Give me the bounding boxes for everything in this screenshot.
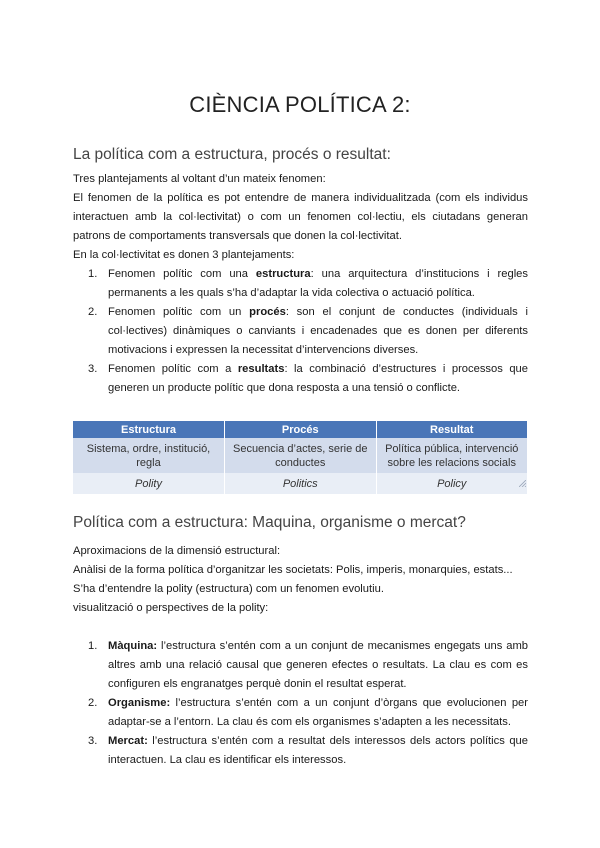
- bold-term: resultats: [237, 363, 285, 375]
- section2-line: visualització o perspectives de la polity:: [73, 602, 269, 614]
- section1-heading: La política com a estructura, procés o resultat:: [73, 146, 391, 163]
- comparison-table: [73, 421, 528, 494]
- page-title: CIÈNCIA POLÍTICA 2:: [189, 92, 411, 117]
- list-item: 3. Mercat: l’estructura s’entén com a resultat dels interessos dels actors polítics que interactuen. La clau es identificar els interessos.: [88, 732, 528, 770]
- bold-term: estructura: [255, 268, 311, 280]
- list-number: 1.: [88, 268, 98, 280]
- bold-term: Mercat:: [108, 735, 148, 747]
- table-header: Resultat: [376, 421, 528, 438]
- section1-intro: Tres plantejaments al voltant d’un mateix fenomen:: [73, 173, 326, 185]
- section2-heading: Política com a estructura: Maquina, organisme o mercat?: [73, 514, 466, 531]
- table-cell: Politics: [225, 473, 377, 494]
- list-item: 1. Fenomen polític com una estructura: una arquitectura d’institucions i regles permanents a les quals s’ha d’adaptar la vida colectiva o actuació política.: [88, 265, 528, 303]
- list-number: 2.: [88, 697, 98, 709]
- bold-term: Organisme:: [108, 697, 171, 709]
- table-row: [73, 438, 528, 473]
- section2-line: Aproximacions de la dimensió estructural:: [73, 545, 281, 557]
- list-number: 3.: [88, 735, 98, 747]
- table-header: Estructura: [73, 421, 225, 438]
- table-cell: Política pública, intervenció sobre les relacions socials: [376, 438, 528, 473]
- table-row: [73, 473, 528, 494]
- table-cell: Policy: [376, 473, 528, 494]
- list-item: 1. Màquina: l’estructura s’entén com a un conjunt de mecanismes engegats uns amb altres amb una relació causal que generen efectes o resultats. La clau es com es configuren els engranatges perquè donin el resultat esperat.: [88, 637, 528, 694]
- list-item: 2. Organisme: l’estructura s’entén com a un conjunt d’òrgans que evolucionen per adaptar-se a l’entorn. La clau és com els organismes s’adapten a les necessitats.: [88, 694, 528, 732]
- table-header: Procés: [225, 421, 377, 438]
- list-item: 2. Fenomen polític com un procés: son el conjunt de conductes (individuals i col·lectives) dinàmiques o canviants i encadenades que es donen per diferents motivacions i expressen la necessitat d’intervencions diverses.: [88, 303, 528, 360]
- list-item: 3. Fenomen polític com a resultats: la combinació d’estructures i processos que generen un producte polític que dona resposta a una tensió o conflicte.: [88, 360, 528, 398]
- section2-line: S’ha d’entendre la polity (estructura) com un fenomen evolutiu.: [73, 583, 384, 595]
- section1-list: [88, 265, 528, 398]
- list-number: 1.: [88, 640, 98, 652]
- section1-intro2: En la col·lectivitat es donen 3 plantejaments:: [73, 249, 295, 261]
- bold-term: Màquina:: [108, 640, 158, 652]
- list-number: 3.: [88, 363, 98, 375]
- section2-line: Anàlisi de la forma política d’organitzar les societats: Polis, imperis, monarquies, estats...: [73, 564, 513, 576]
- section1-paragraph: El fenomen de la política es pot entendre de manera individualitzada (com els individus interactuen amb la col·lectivitat) o com un fenomen col·lectiu, els ciutadans generan patrons de comportaments transversals que donen la col·lectivitat.: [73, 192, 528, 242]
- bold-term: procés: [249, 306, 286, 318]
- table-cell: Polity: [73, 473, 225, 494]
- table-cell: Sistema, ordre, institució, regla: [73, 438, 225, 473]
- table-header-row: [73, 421, 528, 438]
- list-number: 2.: [88, 306, 98, 318]
- table-cell: Secuencia d’actes, serie de conductes: [225, 438, 377, 473]
- section2-list: [88, 637, 528, 770]
- table-resize-icon[interactable]: [519, 480, 526, 487]
